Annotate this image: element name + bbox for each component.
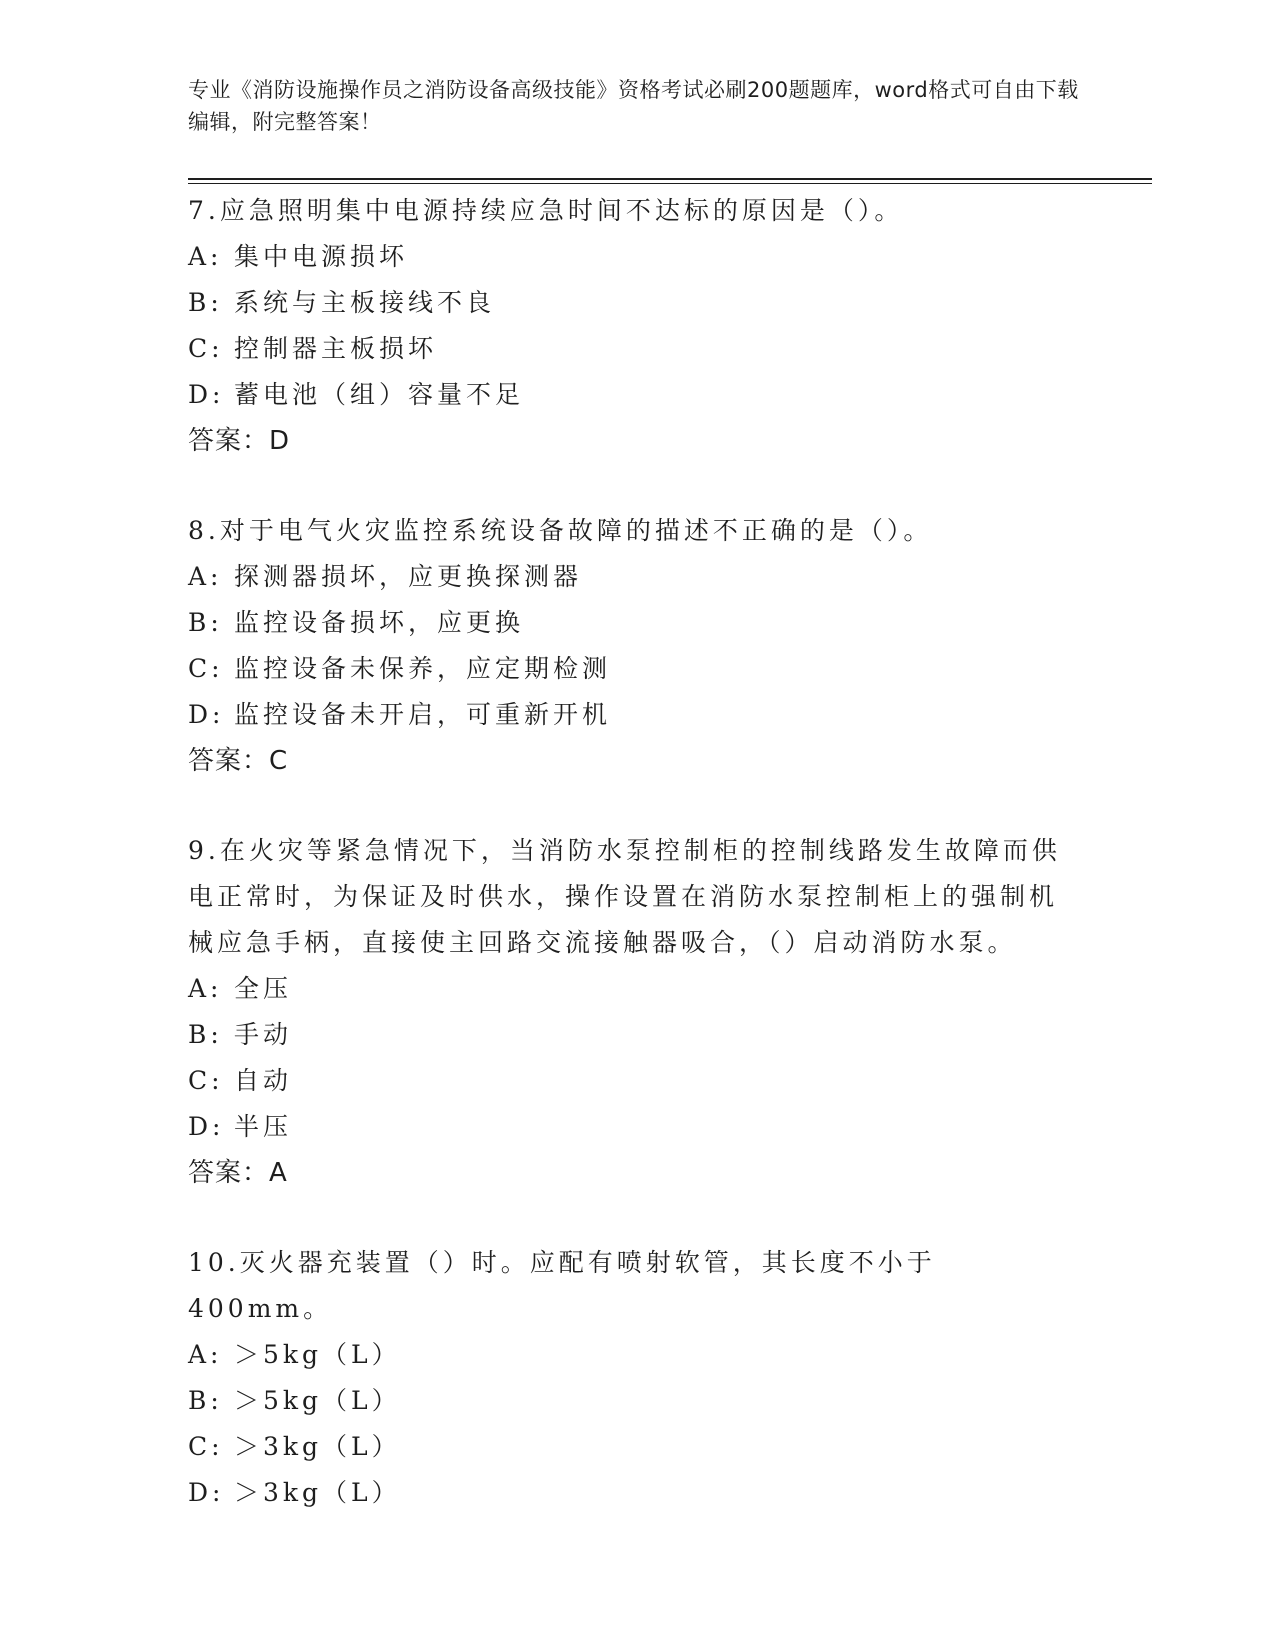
question-block xyxy=(188,188,1068,464)
option-text: 手动 xyxy=(234,1020,293,1049)
option-d xyxy=(188,1104,1068,1150)
option-text: 蓄电池（组）容量不足 xyxy=(234,380,525,409)
option-text: ＞5kg（L） xyxy=(234,1386,401,1415)
question-block xyxy=(188,508,1068,784)
option-key: B: xyxy=(188,288,223,317)
option-text: ＞3kg（L） xyxy=(234,1432,401,1461)
answer-line: 答案：C xyxy=(188,746,289,776)
option-d xyxy=(188,372,1068,418)
option-a xyxy=(188,1332,1068,1378)
option-key: C: xyxy=(188,334,224,363)
option-b xyxy=(188,1012,1068,1058)
option-key: C: xyxy=(188,654,224,683)
option-text: 半压 xyxy=(234,1112,293,1141)
option-key: D: xyxy=(188,700,225,729)
option-text: 探测器损坏，应更换探测器 xyxy=(234,562,583,591)
option-b xyxy=(188,1378,1068,1424)
option-text: 控制器主板损坏 xyxy=(234,334,438,363)
document-header: 专业《消防设施操作员之消防设备高级技能》资格考试必刷200题题库，word格式可自由下载编辑，附完整答案！ xyxy=(188,78,1079,134)
option-text: 监控设备未开启，可重新开机 xyxy=(234,700,612,729)
option-d xyxy=(188,692,1068,738)
option-text: 全压 xyxy=(234,974,293,1003)
option-key: A: xyxy=(188,562,223,591)
option-c xyxy=(188,1424,1068,1470)
answer-line: 答案：A xyxy=(188,1158,288,1188)
option-text: 集中电源损坏 xyxy=(234,242,409,271)
option-key: C: xyxy=(188,1432,224,1461)
option-key: D: xyxy=(188,1478,225,1507)
option-text: 监控设备未保养，应定期检测 xyxy=(234,654,612,683)
question-stem: 7.应急照明集中电源持续应急时间不达标的原因是（）。 xyxy=(188,196,904,225)
option-key: C: xyxy=(188,1066,224,1095)
option-a xyxy=(188,554,1068,600)
option-b xyxy=(188,600,1068,646)
option-a xyxy=(188,234,1068,280)
option-b xyxy=(188,280,1068,326)
option-c xyxy=(188,326,1068,372)
option-text: 系统与主板接线不良 xyxy=(234,288,496,317)
header-divider-thin xyxy=(188,183,1152,184)
option-a xyxy=(188,966,1068,1012)
question-stem: 10.灭火器充装置（）时。应配有喷射软管，其长度不小于400mm。 xyxy=(188,1248,936,1323)
option-key: D: xyxy=(188,380,225,409)
option-c xyxy=(188,646,1068,692)
option-text: ＞5kg（L） xyxy=(234,1340,401,1369)
option-text: 自动 xyxy=(234,1066,293,1095)
answer-line: 答案：D xyxy=(188,426,291,456)
option-key: A: xyxy=(188,1340,223,1369)
option-key: B: xyxy=(188,1020,223,1049)
question-block xyxy=(188,1240,1068,1516)
option-d xyxy=(188,1470,1068,1516)
option-key: B: xyxy=(188,608,223,637)
option-key: D: xyxy=(188,1112,225,1141)
option-c xyxy=(188,1058,1068,1104)
option-text: 监控设备损坏，应更换 xyxy=(234,608,525,637)
option-key: B: xyxy=(188,1386,223,1415)
option-key: A: xyxy=(188,242,223,271)
question-stem: 8.对于电气火灾监控系统设备故障的描述不正确的是（）。 xyxy=(188,516,933,545)
question-block xyxy=(188,828,1068,1196)
header-divider-thick xyxy=(188,178,1152,180)
option-text: ＞3kg（L） xyxy=(234,1478,401,1507)
question-stem: 9.在火灾等紧急情况下，当消防水泵控制柜的控制线路发生故障而供电正常时，为保证及时供水，操作设置在消防水泵控制柜上的强制机械应急手柄，直接使主回路交流接触器吸合，（）启动消防水泵。 xyxy=(188,836,1061,957)
option-key: A: xyxy=(188,974,223,1003)
